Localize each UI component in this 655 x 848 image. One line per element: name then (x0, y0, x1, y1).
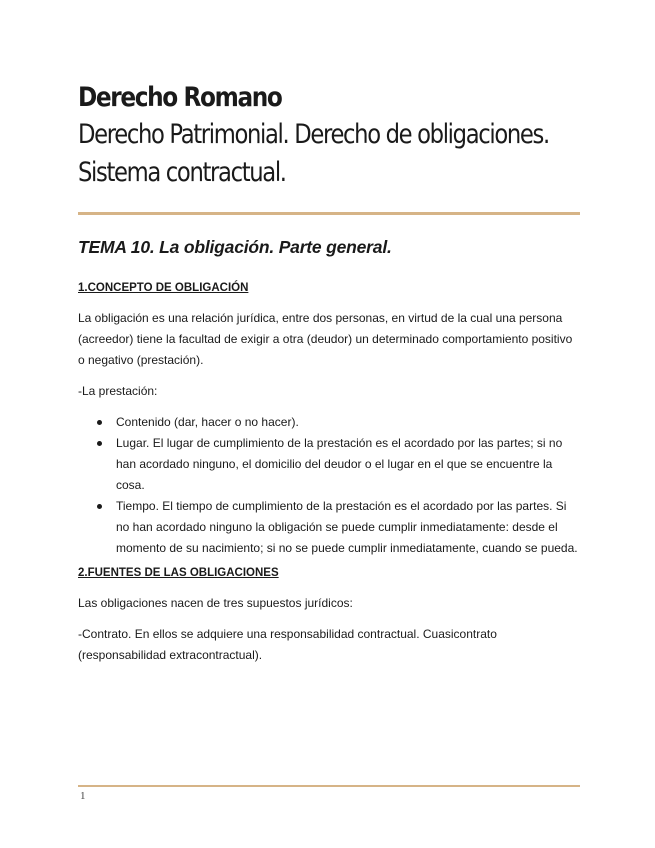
list-item (116, 496, 580, 559)
bullet-icon (97, 441, 102, 446)
footer-divider (78, 785, 580, 787)
document-body (78, 234, 580, 676)
document-subtitle-line-1: Derecho Patrimonial. Derecho de obligaciones. (78, 119, 549, 150)
document-subtitle-line-2: Sistema contractual. (78, 157, 286, 188)
tema-heading: TEMA 10. La obligación. Parte general. (78, 237, 392, 257)
bullet-icon (97, 420, 102, 425)
document-header (78, 80, 580, 192)
page-number: 1 (80, 790, 86, 802)
section-2-contrato: -Contrato. En ellos se adquiere una responsabilidad contractual. Cuasicontrato (responsabilidad extracontractual). (78, 627, 497, 662)
section-2-intro: Las obligaciones nacen de tres supuestos jurídicos: (78, 596, 353, 610)
bullet-icon (97, 504, 102, 509)
list-item (116, 412, 580, 433)
prestacion-label: -La prestación: (78, 384, 158, 398)
list-item-text: Lugar. El lugar de cumplimiento de la prestación es el acordado por las partes; si no han acordado ninguno, el domicilio del deudor o el lugar en el que se encuentre la cosa. (116, 436, 563, 492)
list-item (116, 433, 580, 496)
section-2-heading: 2.FUENTES DE LAS OBLIGACIONES (78, 567, 279, 579)
document-title: Derecho Romano (78, 82, 282, 113)
list-item-text: Contenido (dar, hacer o no hacer). (116, 415, 299, 429)
section-1-heading: 1.CONCEPTO DE OBLIGACIÓN (78, 282, 249, 294)
header-divider (78, 212, 580, 215)
section-1-paragraph: La obligación es una relación jurídica, entre dos personas, en virtud de la cual una persona (acreedor) tiene la facultad de exigir a otra (deudor) un determinado comportamiento positivo o negativo (prestación). (78, 311, 573, 367)
prestacion-list (78, 412, 580, 559)
list-item-text: Tiempo. El tiempo de cumplimiento de la prestación es el acordado por las partes. Si no han acordado ninguno la obligación se puede cumplir inmediatamente: desde el momento de su nacimiento; si no se puede cumplir inmediatamente, cuando se pueda. (116, 499, 578, 555)
